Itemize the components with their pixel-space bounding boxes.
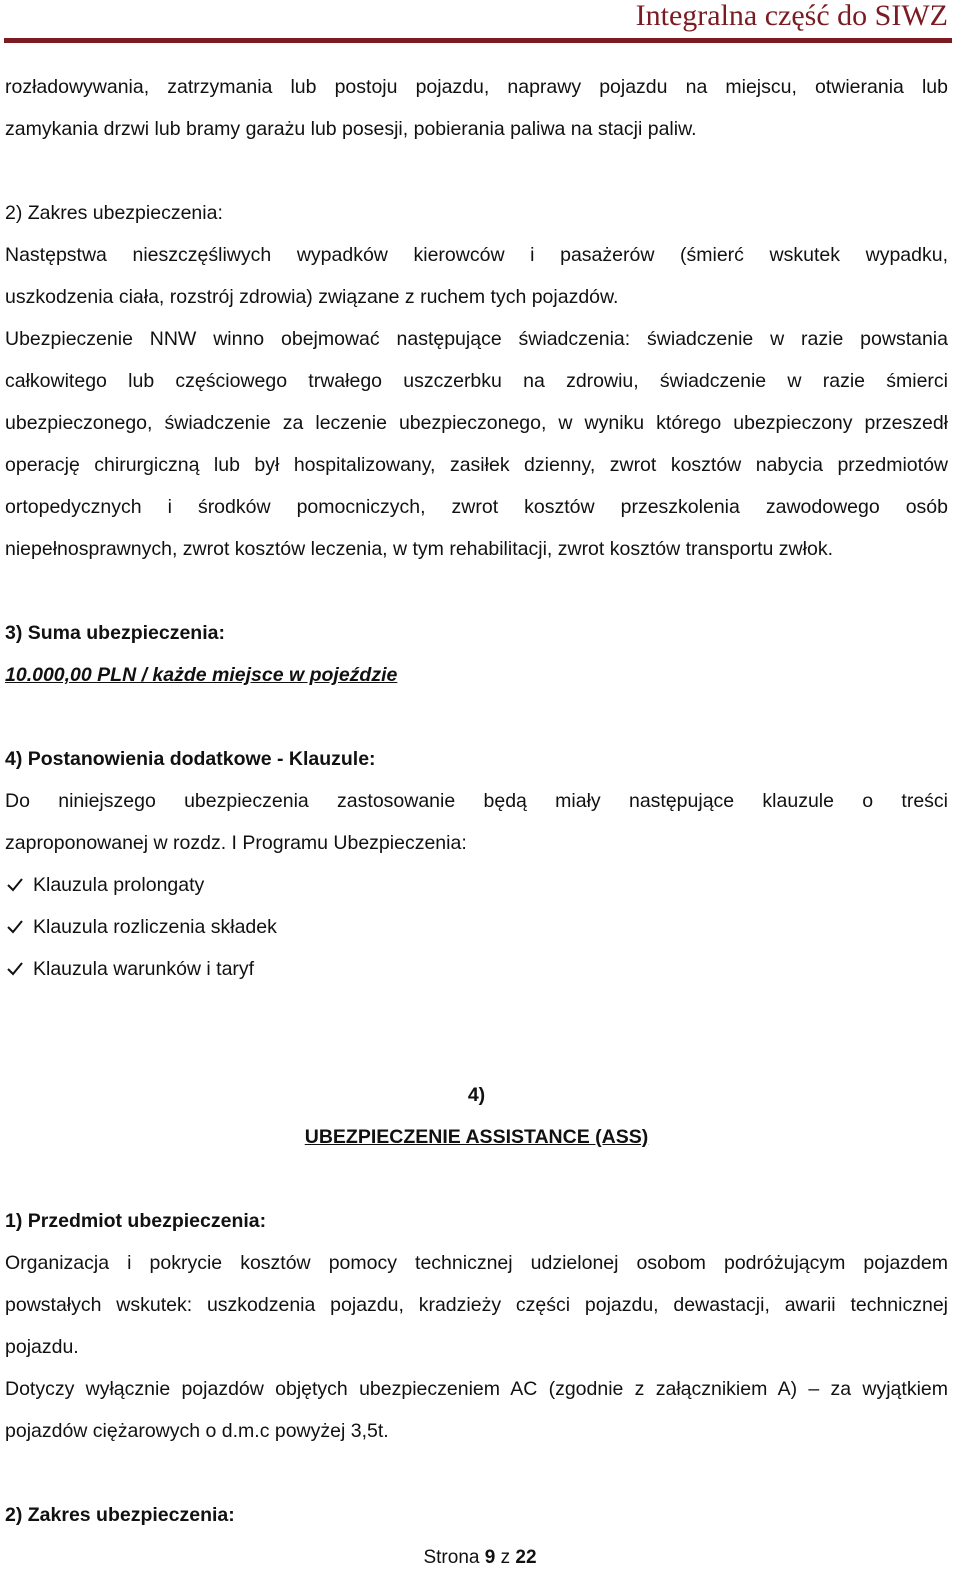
spacer <box>5 1158 948 1200</box>
paragraph-line: Ubezpieczenie NNW winno obejmować następujące świadczenia: świadczenie w razie powstania <box>5 328 948 350</box>
paragraph-line: rozładowywania, zatrzymania lub postoju pojazdu, naprawy pojazdu na miejscu, otwierania lub <box>5 76 948 98</box>
checkmark-icon <box>7 878 23 892</box>
spacer <box>5 570 948 612</box>
spacer <box>5 696 948 738</box>
clause-item <box>5 906 948 948</box>
clause-label: Klauzula rozliczenia składek <box>33 916 277 938</box>
paragraph-line: ortopedycznych i środków pomocniczych, zwrot kosztów przeszkolenia zawodowego osób <box>5 496 948 518</box>
checkmark-icon <box>7 962 23 976</box>
page-total: 22 <box>515 1547 537 1568</box>
paragraph-line: operację chirurgiczną lub był hospitalizowany, zasiłek dzienny, zwrot kosztów nabycia przedmiotów <box>5 454 948 476</box>
spacer <box>5 1452 948 1494</box>
paragraph-line: uszkodzenia ciała, rozstrój zdrowia) związane z ruchem tych pojazdów. <box>5 286 619 308</box>
section-title: UBEZPIECZENIE ASSISTANCE (ASS) <box>304 1126 649 1148</box>
clause-label: Klauzula warunków i taryf <box>33 958 255 980</box>
checkmark-icon <box>7 920 23 934</box>
paragraph-line: Dotyczy wyłącznie pojazdów objętych ubezpieczeniem AC (zgodnie z załącznikiem A) – za wyjątkiem <box>5 1378 948 1400</box>
section-heading-klauzule: 4) Postanowienia dodatkowe - Klauzule: <box>5 748 376 770</box>
spacer <box>5 150 948 192</box>
spacer <box>5 1032 948 1074</box>
section-heading-przedmiot: 1) Przedmiot ubezpieczenia: <box>5 1210 267 1232</box>
section-heading-zakres-ass: 2) Zakres ubezpieczenia: <box>5 1504 235 1526</box>
page-separator: z <box>500 1547 511 1568</box>
paragraph-line: powstałych wskutek: uszkodzenia pojazdu, kradzieży części pojazdu, dewastacji, awarii technicznej <box>5 1294 948 1316</box>
page-footer <box>0 1545 960 1571</box>
paragraph-line: zamykania drzwi lub bramy garażu lub posesji, pobierania paliwa na stacji paliw. <box>5 118 697 140</box>
spacer <box>5 990 948 1032</box>
page-label: Strona <box>423 1547 480 1568</box>
paragraph-line: pojazdu. <box>5 1336 79 1358</box>
paragraph-line: ubezpieczonego, świadczenie za leczenie ubezpieczonego, w wyniku którego ubezpieczony przeszedł <box>5 412 948 434</box>
paragraph-line: Do niniejszego ubezpieczenia zastosowanie będą miały następujące klauzule o treści <box>5 790 948 812</box>
document-body <box>5 66 948 1536</box>
paragraph-line: pojazdów ciężarowych o d.m.c powyżej 3,5t. <box>5 1420 389 1442</box>
paragraph-line: niepełnosprawnych, zwrot kosztów leczenia, w tym rehabilitacji, zwrot kosztów transportu zwłok. <box>5 538 833 560</box>
paragraph-line: zaproponowanej w rozdz. I Programu Ubezpieczenia: <box>5 832 467 854</box>
clause-item <box>5 864 948 906</box>
header-title: Integralna część do SIWZ <box>635 0 948 32</box>
sum-insured-amount: 10.000,00 PLN / każde miejsce w pojeździe <box>5 664 398 686</box>
section-number: 4) <box>467 1084 486 1106</box>
section-heading-suma: 3) Suma ubezpieczenia: <box>5 622 225 644</box>
paragraph-line: Następstwa nieszczęśliwych wypadków kierowców i pasażerów (śmierć wskutek wypadku, <box>5 244 948 266</box>
paragraph-line: całkowitego lub częściowego trwałego uszczerbku na zdrowiu, świadczenie w razie śmierci <box>5 370 948 392</box>
clause-item <box>5 948 948 990</box>
header-rule <box>4 38 952 43</box>
section-heading-zakres: 2) Zakres ubezpieczenia: <box>5 202 223 224</box>
page-current: 9 <box>484 1547 496 1568</box>
clause-label: Klauzula prolongaty <box>33 874 205 896</box>
paragraph-line: Organizacja i pokrycie kosztów pomocy technicznej udzielonej osobom podróżującym pojazdem <box>5 1252 948 1274</box>
